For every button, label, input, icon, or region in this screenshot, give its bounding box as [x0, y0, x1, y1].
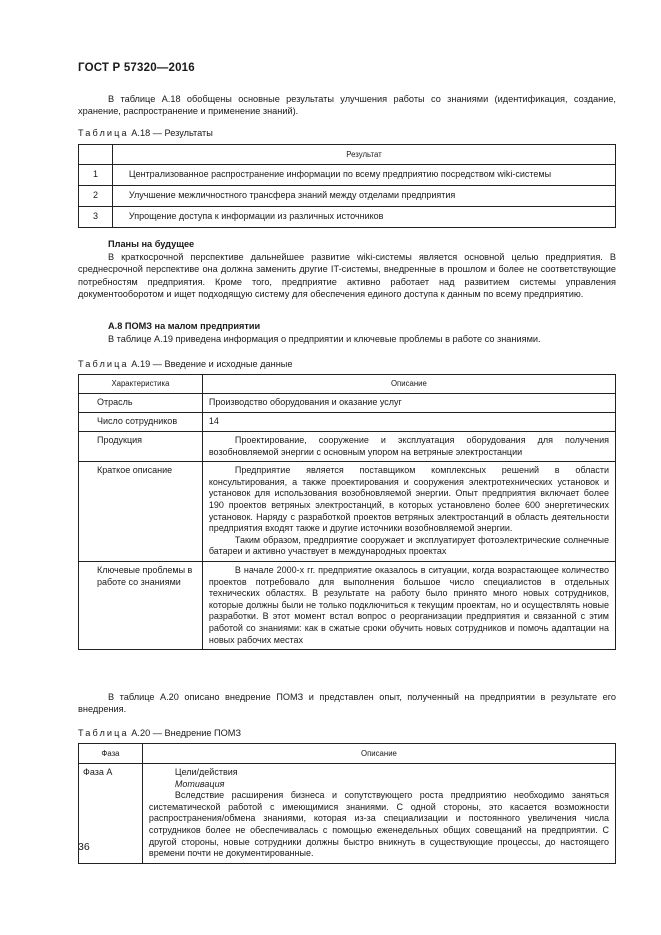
intro-a18: В таблице А.18 обобщены основные результаты улучшения работы со знаниями (идентификация, создание, хранение, распространение и применение знаний).: [78, 94, 616, 117]
table-a19-caption: [78, 358, 292, 370]
page-number: 36: [78, 841, 90, 853]
row-text: Производство оборудования и оказание услуг: [202, 394, 615, 413]
table-row: [79, 207, 616, 228]
caption-rest: А.18 — Результаты: [131, 128, 213, 138]
row-text-part-1: Предприятие является поставщиком комплексных решений в области консультирования, а также проектирования и сооружения электротехнических установок и установок для использования возобновляемой энергии. Опыт предприятия включает более 190 проектов ветряных электростанций, в которых установлено более 600 энергетических установок. Наряду с разработкой проектов ветряных электростанций в область деятельности предприятия входят также и другие источники возобновляемой энергии.: [208, 465, 609, 534]
standard-header: ГОСТ Р 57320—2016: [78, 62, 195, 74]
section-a8-heading: А.8 ПОМЗ на малом предприятии: [108, 321, 261, 331]
table-row: [79, 561, 616, 649]
table-a18-header-blank: [79, 145, 113, 165]
row-text: [202, 462, 615, 562]
row-text: В начале 2000-х гг. предприятие оказалось в ситуации, когда возрастающее количество проектов потребовало для выполнения большое число специалистов в отдельных технических областях. В результате на работу было принято много новых сотрудников, которые должны были не только подключиться к текущим проектам, но и осуществлять новые разработки. В этот момент встал вопрос о реорганизации предприятия и связанной с этим работой со знаниями: как в сжатые сроки обучить новых сотрудников и помочь адаптации на новых рабочих местах: [202, 561, 615, 649]
row-label: Краткое описание: [79, 462, 203, 562]
caption-word: Таблица: [78, 728, 129, 738]
table-a18: [78, 144, 616, 228]
table-row: [79, 462, 616, 562]
row-text: Проектирование, сооружение и эксплуатация оборудования для получения возобновляемой энергии с основным упором на ветряные электростанции: [202, 432, 615, 462]
row-text-part-2: Таким образом, предприятие сооружает и эксплуатирует фотоэлектрические солнечные батареи и активно участвует в международных проектах: [208, 534, 609, 557]
row-label: Продукция: [79, 432, 203, 462]
caption-rest: А.20 — Внедрение ПОМЗ: [131, 728, 241, 738]
table-row: [79, 413, 616, 432]
row-label: Ключевые проблемы в работе со знаниями: [79, 561, 203, 649]
phase-description: [142, 764, 615, 864]
caption-rest: А.19 — Введение и исходные данные: [131, 359, 293, 369]
table-a19: [78, 374, 616, 650]
future-plans-text: В краткосрочной перспективе дальнейшее развитие wiki-системы является основной целью предприятия. В среднесрочной перспективе она должна заменить другие IT-системы, внедренные в прошлом и более не соответствующие потребностям предприятия. Кроме того, предприятие активно работает над развитием системы управления документооборотом и ищет подходящую систему для обеспечения единого доступа к данным по всему предприятию.: [78, 252, 616, 300]
row-number: 3: [79, 207, 113, 228]
phase-text: Вследствие расширения бизнеса и сопутствующего роста предприятию необходимо заняться систематической работой с имеющимися знаниями. С одной стороны, это касается возможности распространения/обмена знаниями, которая из-за специализации и постоянного увеличения числа сотрудников более не обеспечивалась с помощью еженедельных общих совещаний на предприятии. С другой стороны, новые сотрудники должны быстро вникнуть в существующие процессы, до настоящего времени почти не документированные.: [148, 790, 609, 859]
table-row: [79, 394, 616, 413]
phase-label: Фаза А: [79, 764, 143, 864]
table-a19-col-description: Описание: [202, 375, 615, 394]
row-text: Упрощение доступа к информации из различных источников: [112, 207, 615, 228]
goals-label: Цели/действия: [174, 767, 238, 777]
row-label: Число сотрудников: [79, 413, 203, 432]
motivation-label: Мотивация: [174, 778, 225, 789]
row-text: Централизованное распространение информации по всему предприятию посредством wiki-системы: [112, 165, 615, 186]
table-row: [79, 186, 616, 207]
table-a18-caption: [78, 127, 213, 139]
row-text: Улучшение межличностного трансфера знаний между отделами предприятия: [112, 186, 615, 207]
table-row: [79, 432, 616, 462]
row-text: 14: [202, 413, 615, 432]
caption-word: Таблица: [78, 359, 129, 369]
row-label: Отрасль: [79, 394, 203, 413]
table-a20-col-description: Описание: [142, 744, 615, 764]
table-a20: [78, 743, 616, 864]
table-a20-col-phase: Фаза: [79, 744, 143, 764]
row-number: 1: [79, 165, 113, 186]
table-a20-caption: [78, 727, 241, 739]
future-plans-heading: Планы на будущее: [108, 239, 195, 249]
caption-word: Таблица: [78, 128, 129, 138]
row-number: 2: [79, 186, 113, 207]
section-a8-intro: В таблице А.19 приведена информация о предприятии и ключевые проблемы в работе со знаниями.: [108, 334, 541, 344]
table-row: [79, 764, 616, 864]
intro-a20: В таблице А.20 описано внедрение ПОМЗ и представлен опыт, полученный на предприятии в результате его внедрения.: [78, 692, 616, 715]
table-a19-col-characteristic: Характеристика: [79, 375, 203, 394]
table-row: [79, 165, 616, 186]
table-a18-header: Результат: [112, 145, 615, 165]
